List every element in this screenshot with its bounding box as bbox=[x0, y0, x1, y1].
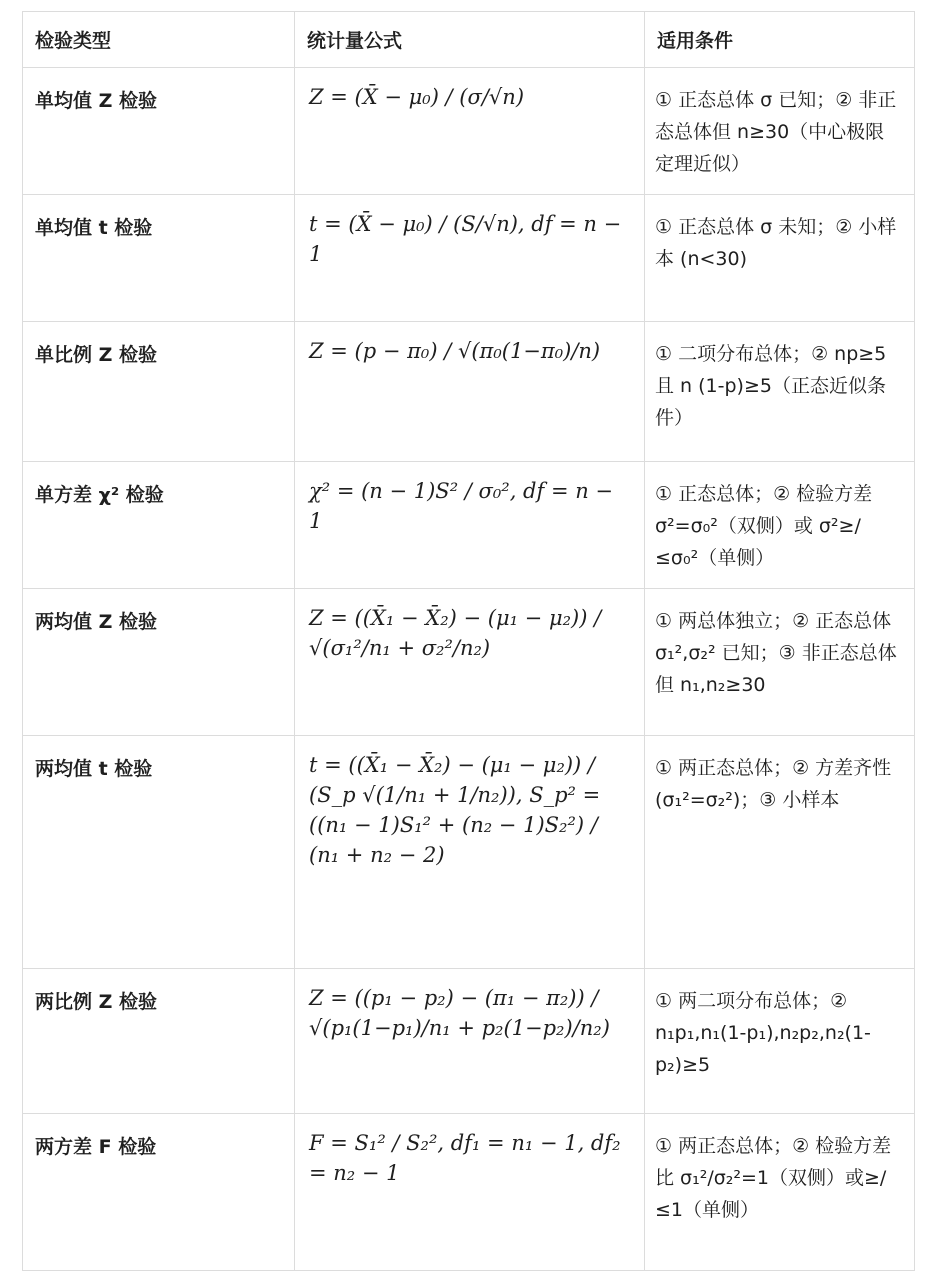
formula-cell bbox=[295, 195, 645, 322]
condition-cell: ① 两正态总体；② 检验方差比 σ₁²/σ₂²=1（双侧）或≥/≤1（单侧） bbox=[645, 1114, 915, 1271]
formula-cell bbox=[295, 969, 645, 1114]
header-test-type: 检验类型 bbox=[23, 12, 295, 68]
table-row bbox=[23, 969, 915, 1114]
formula-text: Z = ((p₁ − p₂) − (π₁ − π₂)) / √(p₁(1−p₁)/n₁ + p₂(1−p₂)/n₂) bbox=[309, 986, 610, 1040]
condition-cell: ① 两二项分布总体；② n₁p₁,n₁(1-p₁),n₂p₂,n₂(1-p₂)≥5 bbox=[645, 969, 915, 1114]
formula-cell bbox=[295, 1114, 645, 1271]
table-row bbox=[23, 195, 915, 322]
formula-cell bbox=[295, 736, 645, 969]
header-conditions: 适用条件 bbox=[645, 12, 915, 68]
header-row bbox=[23, 12, 915, 68]
test-type-cell: 两方差 F 检验 bbox=[23, 1114, 295, 1271]
header-statistic-formula: 统计量公式 bbox=[295, 12, 645, 68]
test-type-cell: 两均值 t 检验 bbox=[23, 736, 295, 969]
formula-cell bbox=[295, 68, 645, 195]
test-type-cell: 单均值 Z 检验 bbox=[23, 68, 295, 195]
table-row bbox=[23, 462, 915, 589]
formula-text: F = S₁² / S₂², df₁ = n₁ − 1, df₂ = n₂ − 1 bbox=[309, 1131, 621, 1185]
table-row bbox=[23, 1114, 915, 1271]
test-type-cell: 两均值 Z 检验 bbox=[23, 589, 295, 736]
condition-cell: ① 正态总体 σ 已知；② 非正态总体但 n≥30（中心极限定理近似） bbox=[645, 68, 915, 195]
formula-cell bbox=[295, 462, 645, 589]
formula-text: Z = (X̄ − μ₀) / (σ/√n) bbox=[309, 85, 525, 109]
formula-text: t = (X̄ − μ₀) / (S/√n), df = n − 1 bbox=[309, 212, 622, 266]
table-row bbox=[23, 589, 915, 736]
hypothesis-test-table bbox=[22, 11, 915, 1271]
condition-cell: ① 正态总体；② 检验方差 σ²=σ₀²（双侧）或 σ²≥/≤σ₀²（单侧） bbox=[645, 462, 915, 589]
formula-text: t = ((X̄₁ − X̄₂) − (μ₁ − μ₂)) / (S_p √(1/n₁ + 1/n₂)), S_p² = ((n₁ − 1)S₁² + (n₂ − 1)S₂²) / (n₁ + n₂ − 2) bbox=[309, 753, 601, 867]
formula-text: Z = (p − π₀) / √(π₀(1−π₀)/n) bbox=[309, 339, 601, 363]
test-table-container bbox=[22, 11, 915, 1271]
condition-cell: ① 二项分布总体；② np≥5 且 n (1-p)≥5（正态近似条件） bbox=[645, 322, 915, 462]
condition-cell: ① 两总体独立；② 正态总体 σ₁²,σ₂² 已知；③ 非正态总体但 n₁,n₂≥30 bbox=[645, 589, 915, 736]
formula-cell bbox=[295, 322, 645, 462]
formula-text: χ² = (n − 1)S² / σ₀², df = n − 1 bbox=[309, 479, 614, 533]
table-row bbox=[23, 68, 915, 195]
test-type-cell: 单均值 t 检验 bbox=[23, 195, 295, 322]
test-type-cell: 两比例 Z 检验 bbox=[23, 969, 295, 1114]
test-type-cell: 单比例 Z 检验 bbox=[23, 322, 295, 462]
test-type-cell: 单方差 χ² 检验 bbox=[23, 462, 295, 589]
table-row bbox=[23, 736, 915, 969]
formula-cell bbox=[295, 589, 645, 736]
condition-cell: ① 正态总体 σ 未知；② 小样本 (n<30) bbox=[645, 195, 915, 322]
table-row bbox=[23, 322, 915, 462]
condition-cell: ① 两正态总体；② 方差齐性 (σ₁²=σ₂²)；③ 小样本 bbox=[645, 736, 915, 969]
formula-text: Z = ((X̄₁ − X̄₂) − (μ₁ − μ₂)) / √(σ₁²/n₁ + σ₂²/n₂) bbox=[309, 606, 602, 660]
